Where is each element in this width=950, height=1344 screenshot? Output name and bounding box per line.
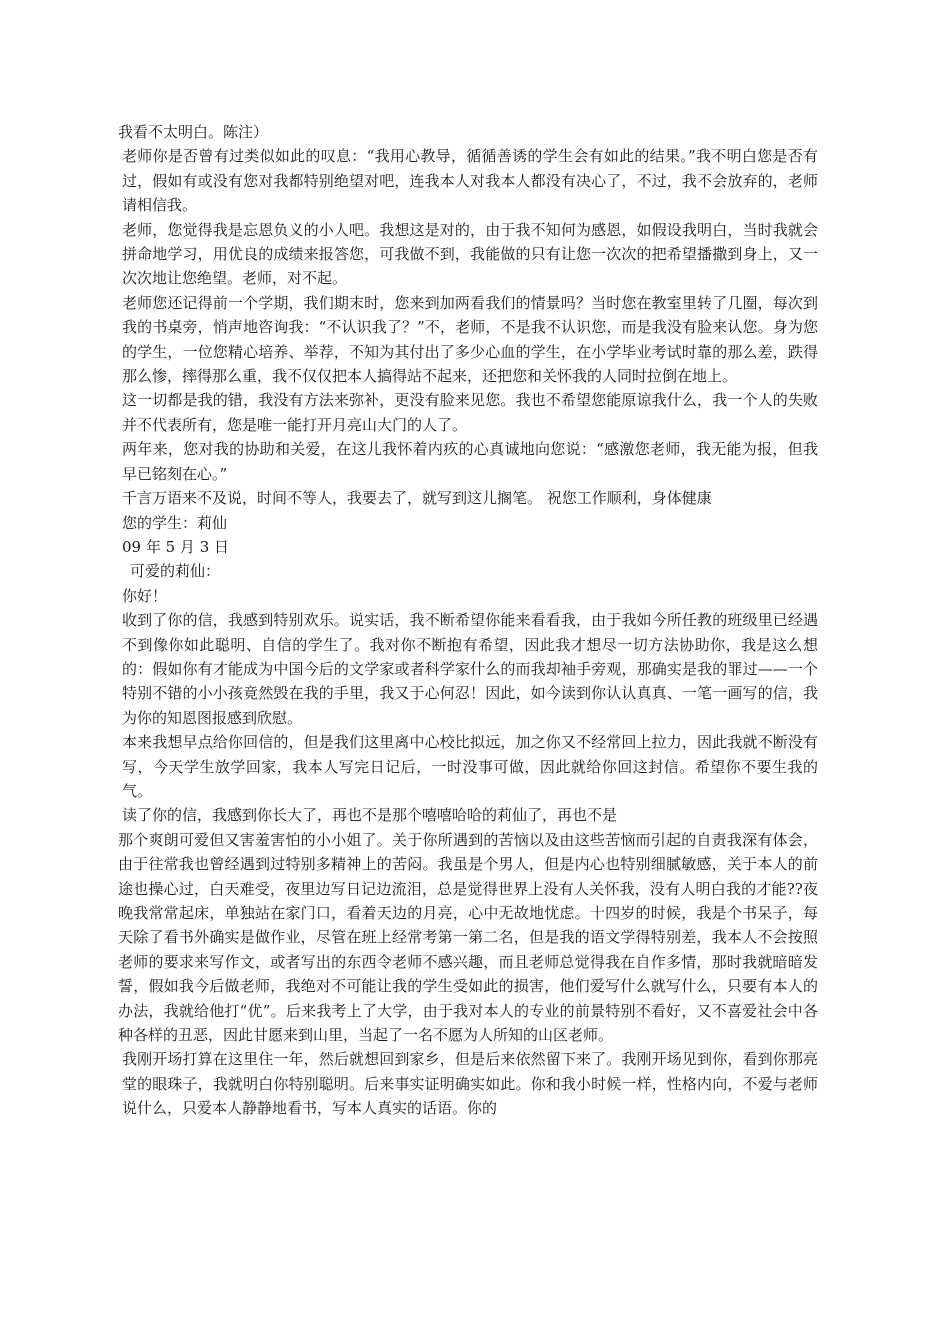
paragraph-7: 千言万语来不及说，时间不等人，我要去了，就写到这儿搁笔。 祝您工作顺利，身体健康 [122,489,712,508]
document-page [118,120,818,1121]
paragraph-12: 收到了你的信，我感到特别欢乐。说实话，我不断希望你能来看看我，由于我如今所任教的班级里已经遇不到像你如此聪明、自信的学生了。我对你不断抱有希望，因此我才想尽一切方法协助你，我是这么想的：假如你有才能成为中国今后的文学家或者科学家什么的而我却袖手旁观，那确实是我的罪过——一个特别不错的小小孩竟然毁在我的手里，我又于心何忍！因此，如今读到你认认真真、一笔一画写的信，我为你的知恩图报感到欣慰。 [122,611,818,727]
paragraph-13: 本来我想早点给你回信的，但是我们这里离中心校比拟远，加之你又不经常回上拉力，因此我就不断没有写，今天学生放学回家，我本人写完日记后，一时没事可做，因此就给你回这封信。希望你不要生我的气。 [122,733,818,800]
paragraph-1: 我看不太明白。陈注） [118,123,269,141]
paragraph-4: 老师您还记得前一个学期，我们期末时，您来到加两看我们的情景吗？当时您在教室里转了几圈，每次到我的书桌旁，悄声地咨询我：“不认识我了？”不，老师，不是我不认识您，而是我没有脸来认您。身为您的学生，一位您精心培养、举荐，不知为其付出了多少心血的学生，在小学毕业考试时靠的那么差，跌得那么惨，摔得那么重，我不仅仅把本人搞得站不起来，还把您和关怀我的人同时拉倒在地上。 [122,293,818,386]
signature-line: 您的学生：莉仙 [122,513,228,532]
date-line: 09 年 5 月 3 日 [122,537,230,556]
salutation: 可爱的莉仙： [130,562,221,581]
greeting: 你好！ [122,586,168,605]
paragraph-15: 那个爽朗可爱但又害羞害怕的小小姐了。关于你所遇到的苦恼以及由这些苦恼而引起的自责我深有体会，由于往常我也曾经遇到过特别多精神上的苦闷。我虽是个男人，但是内心也特别细腻敏感，关于本人的前途也操心过，白天难受，夜里边写日记边流泪，总是觉得世界上没有人关怀我，没有人明白我的才能??夜晚我常常起床，单独站在家门口，看着天边的月亮，心中无故地忧虑。十四岁的时候，我是个书呆子，每天除了看书外确实是做作业，尽管在班上经常考第一第二名，但是我的语文学得特别差，我本人不会按照老师的要求来写作文，或者写出的东西令老师不感兴趣，而且老师总觉得我在自作多情，那时我就暗暗发誓，假如我今后做老师，我绝对不可能让我的学生受如此的损害，他们爱写什么就写什么，只要有本人的办法，我就给他打“优”。后来我考上了大学，由于我对本人的专业的前景特别不看好，又不喜爱社会中各种各样的丑恶，因此甘愿来到山里，当起了一名不愿为人所知的山区老师。 [118,830,818,1045]
paragraph-2: 老师你是否曾有过类似如此的叹息：“我用心教导，循循善诱的学生会有如此的结果。”我不明白您是否有过，假如有或没有您对我都特别绝望对吧，连我本人对我本人都没有决心了，不过，我不会放弃的，老师请相信我。 [122,147,818,215]
paragraph-14: 读了你的信，我感到你长大了，再也不是那个嘻嘻哈哈的莉仙了，再也不是 [122,806,618,825]
paragraph-5: 这一切都是我的错，我没有方法来弥补，更没有脸来见您。我也不希望您能原谅我什么，我一个人的失败并不代表所有，您是唯一能打开月亮山大门的人了。 [122,391,818,434]
paragraph-6: 两年来，您对我的协助和关爱，在这儿我怀着内疚的心真诚地向您说：“感激您老师，我无能为报，但我早已铭刻在心。” [122,440,818,483]
paragraph-3: 老师，您觉得我是忘恩负义的小人吧。我想这是对的，由于我不知何为感恩，如假设我明白，当时我就会拼命地学习，用优良的成绩来报答您，可我做不到，我能做的只有让您一次次的把希望播撒到身上，又一次次地让您绝望。老师，对不起。 [122,220,818,288]
paragraph-16: 我刚开场打算在这里住一年，然后就想回到家乡，但是后来依然留下来了。我刚开场见到你，看到你那亮堂的眼珠子，我就明白你特别聪明。后来事实证明确实如此。你和我小时候一样，性格内向，不爱与老师说什么，只爱本人静静地看书，写本人真实的话语。你的 [122,1050,818,1118]
